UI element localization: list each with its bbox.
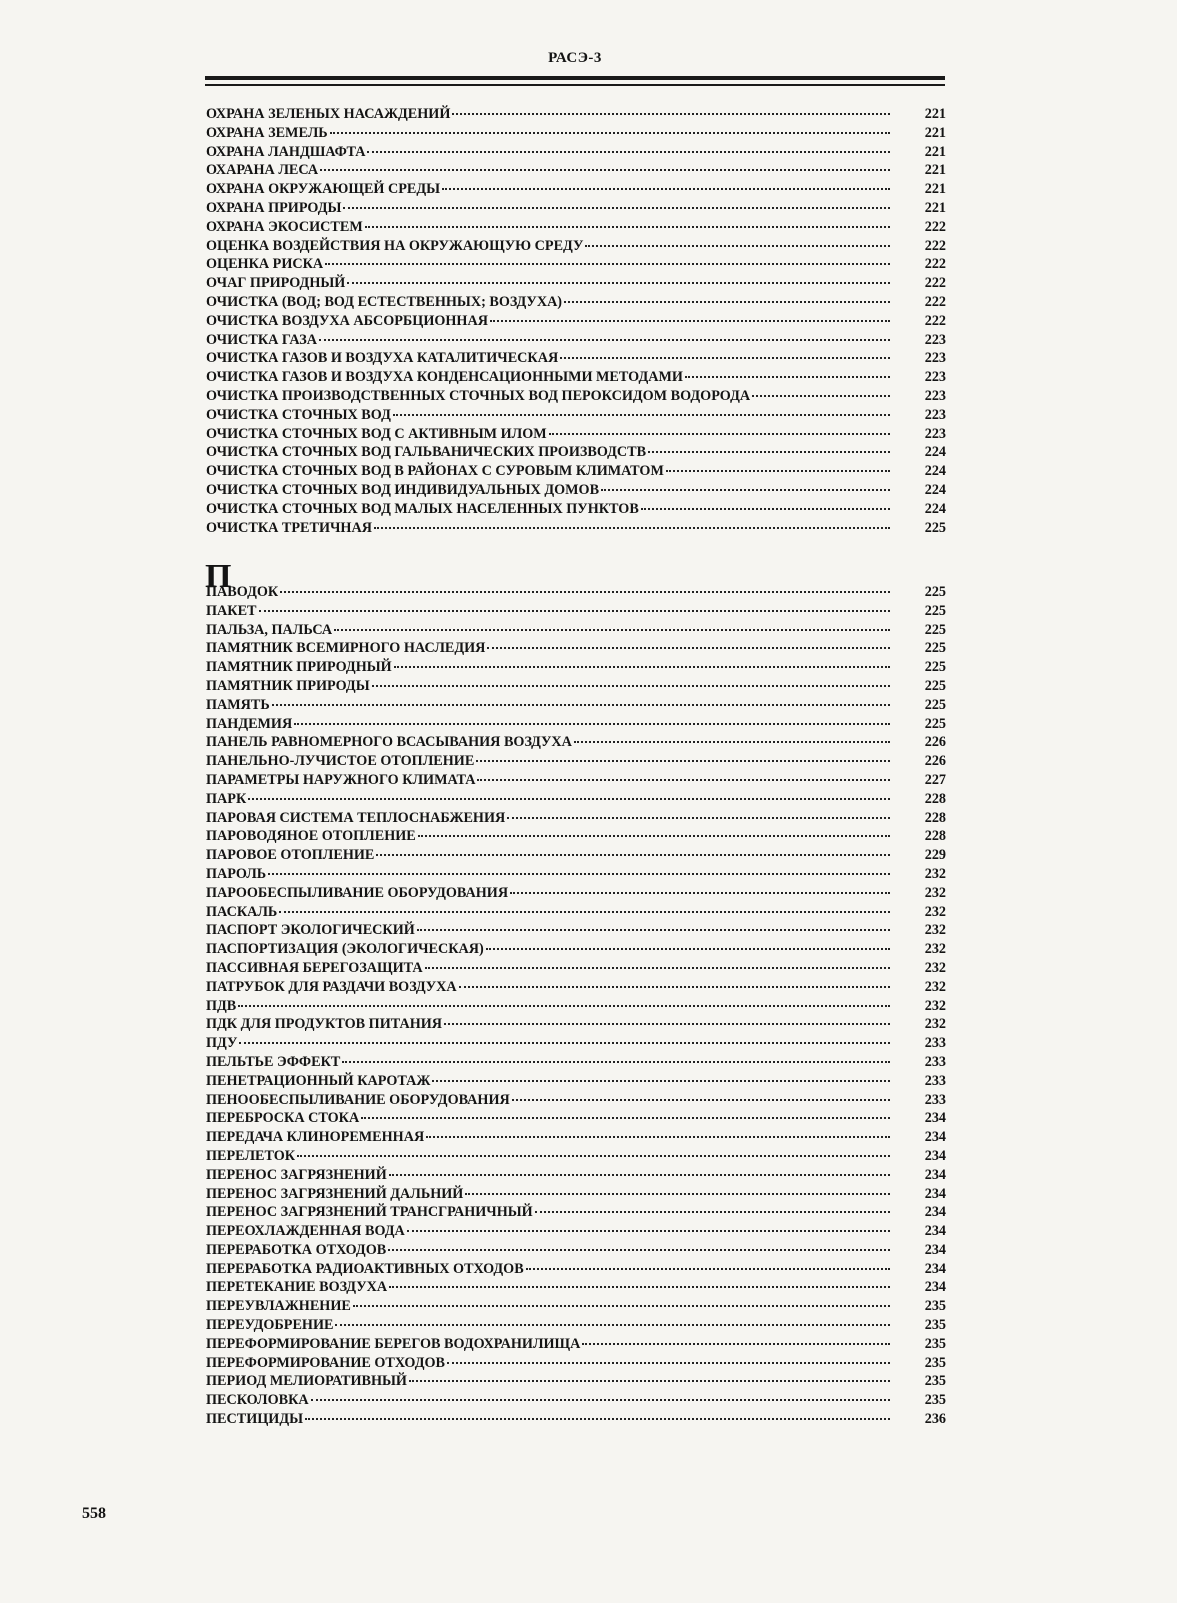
index-entry: [206, 1222, 946, 1241]
dot-leader: [409, 1380, 890, 1382]
index-entry-page: 232: [924, 959, 946, 976]
index-entry-page: 235: [924, 1335, 946, 1352]
index-entry-term: ПЕРИОД МЕЛИОРАТИВНЫЙ: [206, 1373, 407, 1390]
index-entry: [206, 1053, 946, 1072]
index-entry: [206, 583, 946, 602]
index-entry-page: 224: [924, 444, 946, 461]
index-entry: [206, 827, 946, 846]
index-entry-page: 234: [924, 1223, 946, 1240]
index-entry-page: 224: [924, 463, 946, 480]
index-entry-term: ПАМЯТНИК ПРИРОДНЫЙ: [206, 659, 392, 676]
index-entry-term: ОЦЕНКА ВОЗДЕЙСТВИЯ НА ОКРУЖАЮЩУЮ СРЕДУ: [206, 237, 584, 254]
index-entry-term: ПЕРЕЛЕТОК: [206, 1147, 296, 1164]
index-entry-page: 232: [924, 865, 946, 882]
index-entry-page: 223: [924, 406, 946, 423]
index-entry-page: 232: [924, 997, 946, 1014]
index-entry-term: ПДУ: [206, 1035, 238, 1052]
dot-leader: [365, 226, 890, 228]
index-entry-term: ОЧИСТКА СТОЧНЫХ ВОД: [206, 406, 391, 423]
index-entry-term: ПЕРЕУВЛАЖНЕНИЕ: [206, 1298, 351, 1315]
index-entry: [206, 733, 946, 752]
index-entry-page: 234: [924, 1241, 946, 1258]
page-number: 558: [82, 1505, 106, 1522]
index-entry: [206, 790, 946, 809]
index-entry-term: ОЧИСТКА СТОЧНЫХ ВОД ИНДИВИДУАЛЬНЫХ ДОМОВ: [206, 481, 600, 498]
index-entry: [206, 1241, 946, 1260]
index-entry-page: 225: [924, 584, 946, 600]
index-entry-page: 221: [924, 162, 946, 179]
dot-leader: [394, 666, 890, 668]
index-entry: [206, 1166, 946, 1185]
index-entry-page: 222: [924, 312, 946, 329]
index-entry-term: ПЕРЕФОРМИРОВАНИЕ БЕРЕГОВ ВОДОХРАНИЛИЩА: [206, 1335, 581, 1352]
dot-leader: [330, 132, 890, 134]
index-entry-term: ПАНЕЛЬНО-ЛУЧИСТОЕ ОТОПЛЕНИЕ: [206, 753, 475, 770]
dot-leader: [685, 376, 890, 378]
index-entry-page: 225: [924, 640, 946, 657]
dot-leader: [325, 263, 890, 265]
index-entry-term: ПЕНЕТРАЦИОННЫЙ КАРОТАЖ: [206, 1072, 431, 1089]
index-entry: [206, 1109, 946, 1128]
index-entry: [206, 1015, 946, 1034]
dot-leader: [294, 723, 890, 725]
index-entry-term: ПЕНООБЕСПЫЛИВАНИЕ ОБОРУДОВАНИЯ: [206, 1091, 510, 1108]
index-entry: [206, 639, 946, 658]
dot-leader: [239, 1042, 890, 1044]
dot-leader: [666, 470, 890, 472]
dot-leader: [585, 245, 890, 247]
index-entry-page: 233: [924, 1072, 946, 1089]
index-entry: [206, 124, 946, 143]
dot-leader: [353, 1305, 890, 1307]
index-entry-page: 221: [924, 199, 946, 216]
index-entry-term: ПАСПОРТ ЭКОЛОГИЧЕСКИЙ: [206, 922, 415, 939]
dot-leader: [389, 1174, 890, 1176]
index-entry: [206, 1147, 946, 1166]
index-entry: [206, 274, 946, 293]
index-entry: [206, 519, 946, 538]
index-entry: [206, 865, 946, 884]
index-entry-term: ОЧИСТКА ТРЕТИЧНАЯ: [206, 519, 372, 536]
dot-leader: [279, 911, 890, 913]
index-entry: [206, 406, 946, 425]
index-entry-page: 223: [924, 350, 946, 367]
index-entry-page: 224: [924, 500, 946, 517]
index-entry: [206, 1278, 946, 1297]
dot-leader: [465, 1193, 890, 1195]
dot-leader: [752, 395, 890, 397]
index-entry-term: ОЧАГ ПРИРОДНЫЙ: [206, 275, 346, 292]
index-entry: [206, 161, 946, 180]
index-entry: [206, 921, 946, 940]
index-entry: [206, 658, 946, 677]
index-entry-term: ПАКЕТ: [206, 602, 257, 619]
index-entry-term: ПАТРУБОК ДЛЯ РАЗДАЧИ ВОЗДУХА: [206, 978, 457, 995]
section-letter: П: [205, 558, 232, 595]
dot-leader: [268, 873, 890, 875]
index-entry-term: ПАНЕЛЬ РАВНОМЕРНОГО ВСАСЫВАНИЯ ВОЗДУХА: [206, 734, 572, 751]
index-entry: [206, 1260, 946, 1279]
index-entry-term: ПАССИВНАЯ БЕРЕГОЗАЩИТА: [206, 959, 423, 976]
index-entry-page: 235: [924, 1373, 946, 1390]
index-entry-term: ОЧИСТКА ГАЗА: [206, 331, 318, 348]
index-entry: [206, 978, 946, 997]
index-entry-page: 223: [924, 369, 946, 386]
index-entry-page: 222: [924, 256, 946, 273]
index-entry-term: ПАНДЕМИЯ: [206, 715, 293, 732]
index-entry-term: ПЕРЕНОС ЗАГРЯЗНЕНИЙ ТРАНСГРАНИЧНЫЙ: [206, 1204, 533, 1221]
index-entry-term: ПЕСТИЦИДЫ: [206, 1411, 304, 1428]
index-entry-term: ПАРК: [206, 790, 247, 807]
dot-leader: [319, 339, 890, 341]
index-entry-page: 236: [924, 1411, 946, 1428]
index-entry: [206, 1335, 946, 1354]
index-entry-page: 225: [924, 677, 946, 694]
dot-leader: [476, 760, 890, 762]
index-entry: [206, 255, 946, 274]
index-entry-term: ПЕСКОЛОВКА: [206, 1392, 309, 1409]
index-entry: [206, 715, 946, 734]
index-entry-term: ПЕРЕБРОСКА СТОКА: [206, 1110, 360, 1127]
index-entry-term: ОЧИСТКА (ВОД; ВОД ЕСТЕСТВЕННЫХ; ВОЗДУХА): [206, 293, 563, 310]
dot-leader: [280, 591, 890, 593]
index-entry-term: ПАРОЛЬ: [206, 865, 267, 882]
header-rule-thin: [205, 84, 945, 86]
index-entry-page: 225: [924, 696, 946, 713]
index-entry-term: ПЕРЕНОС ЗАГРЯЗНЕНИЙ: [206, 1166, 387, 1183]
index-entry: [206, 1372, 946, 1391]
index-entry-term: ПАРОВОЕ ОТОПЛЕНИЕ: [206, 847, 375, 864]
index-entry-term: ОХРАНА ЛАНДШАФТА: [206, 143, 366, 160]
index-entry-page: 234: [924, 1279, 946, 1296]
dot-leader: [486, 948, 890, 950]
index-entry-term: ПАРОВОДЯНОЕ ОТОПЛЕНИЕ: [206, 828, 416, 845]
dot-leader: [418, 835, 890, 837]
index-entry-term: ПАСПОРТИЗАЦИЯ (ЭКОЛОГИЧЕСКАЯ): [206, 941, 484, 958]
index-entry-page: 232: [924, 903, 946, 920]
index-entry-term: ПЕРЕФОРМИРОВАНИЕ ОТХОДОВ: [206, 1354, 445, 1371]
index-entry: [206, 293, 946, 312]
index-entry-page: 232: [924, 941, 946, 958]
index-entry-term: ПЕРЕОХЛАЖДЕННАЯ ВОДА: [206, 1223, 405, 1240]
index-entry-page: 234: [924, 1204, 946, 1221]
index-entry-term: ОЧИСТКА СТОЧНЫХ ВОД МАЛЫХ НАСЕЛЕННЫХ ПУНКТОВ: [206, 500, 639, 517]
dot-leader: [560, 357, 890, 359]
index-entry-page: 223: [924, 425, 946, 442]
dot-leader: [272, 704, 890, 706]
index-entry-page: 232: [924, 922, 946, 939]
index-entry-term: ОХРАНА ЗЕЛЕНЫХ НАСАЖДЕНИЙ: [206, 106, 451, 122]
dot-leader: [477, 779, 890, 781]
index-entry-term: ОХРАНА ПРИРОДЫ: [206, 199, 342, 216]
index-entry-term: ПАМЯТЬ: [206, 696, 270, 713]
dot-leader: [407, 1230, 890, 1232]
index-section-o: [206, 105, 946, 537]
index-entry-page: 225: [924, 621, 946, 638]
dot-leader: [361, 1117, 890, 1119]
index-entry: [206, 1316, 946, 1335]
index-entry: [206, 443, 946, 462]
index-entry-page: 224: [924, 481, 946, 498]
index-entry-page: 232: [924, 884, 946, 901]
index-entry-term: ОЧИСТКА СТОЧНЫХ ВОД С АКТИВНЫМ ИЛОМ: [206, 425, 547, 442]
index-entry-term: ПАРООБЕСПЫЛИВАНИЕ ОБОРУДОВАНИЯ: [206, 884, 509, 901]
index-entry-term: ПДК ДЛЯ ПРОДУКТОВ ПИТАНИЯ: [206, 1016, 443, 1033]
dot-leader: [393, 414, 890, 416]
index-entry: [206, 1128, 946, 1147]
index-entry: [206, 180, 946, 199]
index-entry-page: 222: [924, 218, 946, 235]
index-entry-page: 223: [924, 387, 946, 404]
index-entry-term: ПЕРЕРАБОТКА РАДИОАКТИВНЫХ ОТХОДОВ: [206, 1260, 524, 1277]
dot-leader: [320, 169, 890, 171]
dot-leader: [510, 892, 890, 894]
index-entry: [206, 903, 946, 922]
index-section-p: [206, 583, 946, 1429]
index-entry: [206, 312, 946, 331]
index-entry-term: ПЕРЕРАБОТКА ОТХОДОВ: [206, 1241, 387, 1258]
dot-leader: [444, 1023, 890, 1025]
index-entry-term: ОХРАНА ЭКОСИСТЕМ: [206, 218, 363, 235]
dot-leader: [641, 508, 890, 510]
index-entry: [206, 1354, 946, 1373]
dot-leader: [389, 1286, 890, 1288]
dot-leader: [342, 1061, 890, 1063]
index-entry-page: 228: [924, 809, 946, 826]
index-entry: [206, 997, 946, 1016]
index-entry-term: ПАРОВАЯ СИСТЕМА ТЕПЛОСНАБЖЕНИЯ: [206, 809, 506, 826]
index-entry-term: ОЧИСТКА ПРОИЗВОДСТВЕННЫХ СТОЧНЫХ ВОД ПЕРОКСИДОМ ВОДОРОДА: [206, 387, 751, 404]
index-entry-term: ОХАРАНА ЛЕСА: [206, 162, 319, 179]
dot-leader: [425, 967, 890, 969]
index-entry-page: 227: [924, 771, 946, 788]
index-entry-term: ОЦЕНКА РИСКА: [206, 256, 324, 273]
dot-leader: [376, 854, 890, 856]
index-entry: [206, 1072, 946, 1091]
index-entry: [206, 500, 946, 519]
index-entry-term: ОЧИСТКА ВОЗДУХА АБСОРБЦИОННАЯ: [206, 312, 488, 329]
running-head: РАСЭ-3: [548, 50, 602, 66]
index-entry-page: 225: [924, 519, 946, 536]
index-entry-term: ПЕЛЬТЬЕ ЭФФЕКТ: [206, 1053, 341, 1070]
index-entry-term: ПАЛЬЗА, ПАЛЬСА: [206, 621, 333, 638]
index-entry: [206, 1034, 946, 1053]
dot-leader: [549, 433, 890, 435]
index-entry: [206, 752, 946, 771]
dot-leader: [574, 741, 890, 743]
dot-leader: [374, 527, 890, 529]
index-entry-term: ПЕРЕУДОБРЕНИЕ: [206, 1317, 334, 1334]
index-entry: [206, 462, 946, 481]
index-entry: [206, 481, 946, 500]
index-entry-page: 221: [924, 106, 946, 122]
dot-leader: [297, 1155, 890, 1157]
index-entry-page: 235: [924, 1354, 946, 1371]
dot-leader: [447, 1362, 890, 1364]
dot-leader: [459, 986, 890, 988]
index-entry-page: 234: [924, 1129, 946, 1146]
index-entry-page: 222: [924, 275, 946, 292]
dot-leader: [582, 1343, 890, 1345]
index-entry-page: 226: [924, 734, 946, 751]
dot-leader: [648, 451, 890, 453]
index-entry-page: 221: [924, 181, 946, 198]
dot-leader: [526, 1268, 890, 1270]
header-rule-thick: [205, 76, 945, 80]
index-entry-page: 234: [924, 1185, 946, 1202]
index-entry-page: 233: [924, 1035, 946, 1052]
dot-leader: [347, 282, 890, 284]
dot-leader: [442, 188, 890, 190]
index-entry-term: ПЕРЕТЕКАНИЕ ВОЗДУХА: [206, 1279, 388, 1296]
index-entry: [206, 771, 946, 790]
dot-leader: [487, 647, 890, 649]
index-entry-page: 225: [924, 602, 946, 619]
index-entry-page: 226: [924, 753, 946, 770]
index-entry: [206, 959, 946, 978]
index-entry-page: 235: [924, 1317, 946, 1334]
dot-leader: [367, 151, 890, 153]
dot-leader: [507, 817, 890, 819]
dot-leader: [601, 489, 890, 491]
index-entry: [206, 846, 946, 865]
index-entry-page: 222: [924, 237, 946, 254]
dot-leader: [388, 1249, 890, 1251]
index-entry: [206, 199, 946, 218]
index-entry-term: ПАМЯТНИК ВСЕМИРНОГО НАСЛЕДИЯ: [206, 640, 486, 657]
index-entry-term: ПЕРЕНОС ЗАГРЯЗНЕНИЙ ДАЛЬНИЙ: [206, 1185, 464, 1202]
index-entry: [206, 1410, 946, 1429]
index-entry-page: 229: [924, 847, 946, 864]
dot-leader: [512, 1099, 890, 1101]
index-entry-page: 223: [924, 331, 946, 348]
index-entry-term: ПАРАМЕТРЫ НАРУЖНОГО КЛИМАТА: [206, 771, 476, 788]
index-entry: [206, 1297, 946, 1316]
index-entry: [206, 331, 946, 350]
index-entry-term: ОЧИСТКА ГАЗОВ И ВОЗДУХА КАТАЛИТИЧЕСКАЯ: [206, 350, 559, 367]
dot-leader: [248, 798, 890, 800]
index-entry-page: 234: [924, 1166, 946, 1183]
dot-leader: [335, 1324, 890, 1326]
index-entry-page: 233: [924, 1053, 946, 1070]
index-entry-page: 225: [924, 659, 946, 676]
dot-leader: [259, 610, 891, 612]
index-entry: [206, 940, 946, 959]
index-entry: [206, 1391, 946, 1410]
dot-leader: [372, 685, 890, 687]
index-entry-term: ОХРАНА ОКРУЖАЮЩЕЙ СРЕДЫ: [206, 181, 441, 198]
dot-leader: [535, 1211, 890, 1213]
index-entry-term: ПАВОДОК: [206, 584, 279, 600]
index-entry-page: 221: [924, 143, 946, 160]
index-entry: [206, 809, 946, 828]
index-entry-page: 232: [924, 978, 946, 995]
index-entry-term: ОЧИСТКА СТОЧНЫХ ВОД ГАЛЬВАНИЧЕСКИХ ПРОИЗВОДСТВ: [206, 444, 647, 461]
index-entry-term: ОЧИСТКА СТОЧНЫХ ВОД В РАЙОНАХ С СУРОВЫМ КЛИМАТОМ: [206, 463, 664, 480]
index-entry-page: 234: [924, 1260, 946, 1277]
index-entry-page: 232: [924, 1016, 946, 1033]
index-entry-page: 234: [924, 1147, 946, 1164]
index-entry: [206, 1185, 946, 1204]
index-entry: [206, 143, 946, 162]
index-entry: [206, 884, 946, 903]
index-entry: [206, 387, 946, 406]
index-entry-page: 235: [924, 1298, 946, 1315]
dot-leader: [426, 1136, 890, 1138]
index-entry: [206, 349, 946, 368]
index-entry-page: 222: [924, 293, 946, 310]
index-entry: [206, 602, 946, 621]
index-entry: [206, 237, 946, 256]
index-entry: [206, 1091, 946, 1110]
dot-leader: [564, 301, 890, 303]
index-entry-term: ОХРАНА ЗЕМЕЛЬ: [206, 124, 328, 141]
index-entry: [206, 368, 946, 387]
index-entry: [206, 1203, 946, 1222]
index-entry-page: 221: [924, 124, 946, 141]
index-entry-page: 234: [924, 1110, 946, 1127]
index-entry: [206, 677, 946, 696]
dot-leader: [452, 113, 890, 115]
index-entry-page: 228: [924, 790, 946, 807]
index-entry-term: ОЧИСТКА ГАЗОВ И ВОЗДУХА КОНДЕНСАЦИОННЫМИ МЕТОДАМИ: [206, 369, 683, 386]
dot-leader: [343, 207, 890, 209]
index-entry-page: 235: [924, 1392, 946, 1409]
dot-leader: [238, 1005, 890, 1007]
index-entry-page: 233: [924, 1091, 946, 1108]
index-entry: [206, 105, 946, 124]
index-entry: [206, 425, 946, 444]
dot-leader: [334, 629, 890, 631]
dot-leader: [311, 1399, 890, 1401]
dot-leader: [417, 929, 890, 931]
dot-leader: [305, 1418, 890, 1420]
index-entry: [206, 696, 946, 715]
dot-leader: [432, 1080, 890, 1082]
index-entry-page: 228: [924, 828, 946, 845]
index-entry: [206, 621, 946, 640]
index-entry-term: ПАМЯТНИК ПРИРОДЫ: [206, 677, 370, 694]
index-entry-term: ПАСКАЛЬ: [206, 903, 278, 920]
index-entry-page: 225: [924, 715, 946, 732]
dot-leader: [490, 320, 890, 322]
index-entry-term: ПДВ: [206, 997, 237, 1014]
index-entry: [206, 218, 946, 237]
index-entry-term: ПЕРЕДАЧА КЛИНОРЕМЕННАЯ: [206, 1129, 425, 1146]
